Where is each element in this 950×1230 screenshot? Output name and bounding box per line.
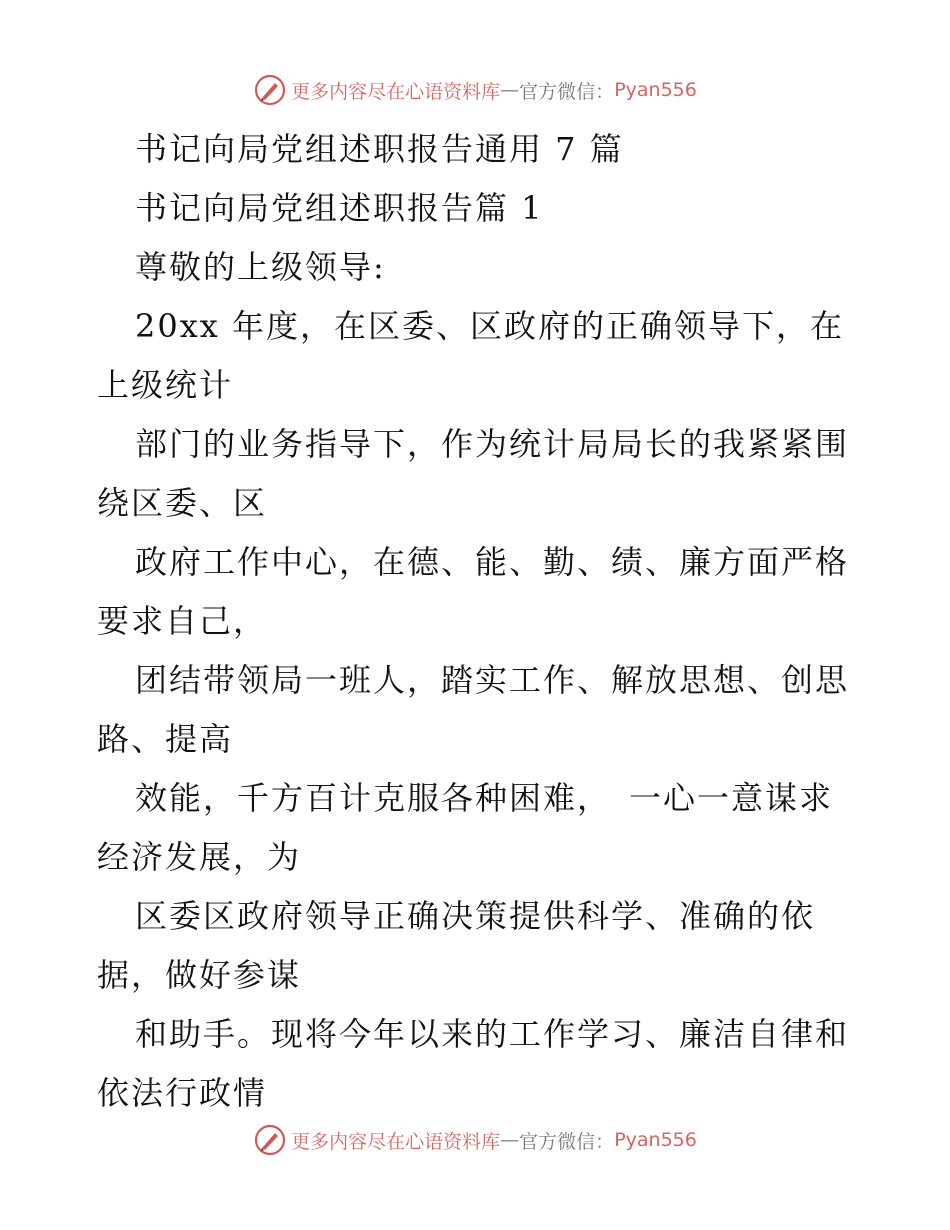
text-line: 团结带领局一班人，踏实工作、解放思想、创思	[135, 661, 850, 699]
watermark-separator: —	[500, 1129, 520, 1151]
text-line: 绕区委、区	[97, 484, 268, 522]
text-line: 经济发展，为	[97, 838, 302, 876]
text-line: 政府工作中心，在德、能、勤、绩、廉方面严格	[135, 543, 850, 581]
text-line: 尊敬的上级领导:	[135, 248, 386, 286]
text-line: 要求自己，	[97, 602, 268, 640]
watermark-site-name: 更多内容尽在心语资料库	[291, 1130, 501, 1153]
watermark-wechat-id: Pyan556	[614, 79, 697, 101]
pen-logo-icon	[253, 73, 287, 107]
text-line: 区委区政府领导正确决策提供科学、准确的依	[135, 897, 816, 935]
text-line: 依法行政情	[97, 1074, 268, 1112]
text-line: 路、提高	[97, 720, 234, 758]
text-line: 部门的业务指导下，作为统计局局长的我紧紧围	[135, 425, 850, 463]
pen-logo-icon	[253, 1123, 287, 1157]
text-line: 效能，千方百计克服各种困难， 一心一意谋求	[135, 779, 834, 817]
watermark-separator: —	[500, 79, 520, 101]
text-line: 20xx 年度，在区委、区政府的正确领导下，在	[135, 307, 844, 345]
text-line: 据，做好参谋	[97, 956, 302, 994]
document-body	[97, 120, 857, 1123]
watermark-site-name: 更多内容尽在心语资料库	[291, 80, 501, 103]
header-watermark	[0, 70, 950, 110]
watermark-wechat-label: 官方微信：	[519, 1130, 615, 1153]
text-line: 书记向局党组述职报告通用 7 篇	[135, 130, 624, 168]
text-line: 上级统计	[97, 366, 234, 404]
watermark-wechat-id: Pyan556	[614, 1129, 697, 1151]
footer-watermark	[0, 1120, 950, 1160]
text-line: 书记向局党组述职报告篇 1	[135, 189, 544, 227]
text-line: 和助手。现将今年以来的工作学习、廉洁自律和	[135, 1015, 850, 1053]
watermark-wechat-label: 官方微信：	[519, 80, 615, 103]
